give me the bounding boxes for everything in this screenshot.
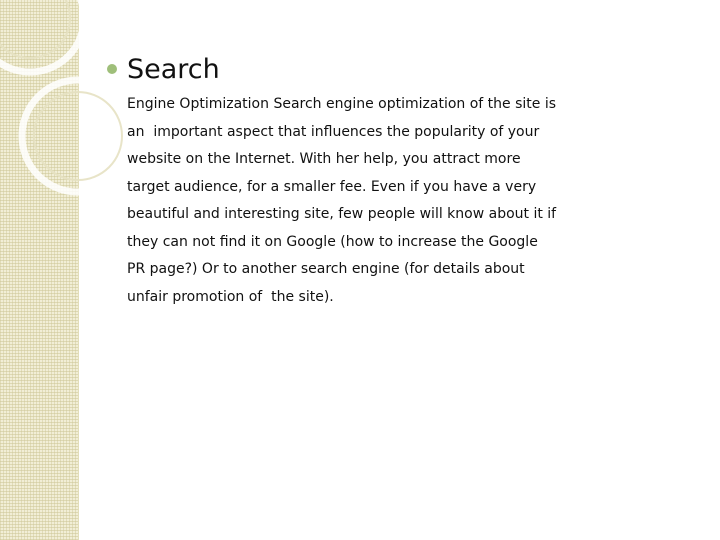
body-line: beautiful and interesting site, few people will know about it if: [127, 206, 557, 222]
bullet-heading: [107, 50, 587, 88]
slide-content: [127, 50, 587, 311]
body-line: website on the Internet. With her help, you attract more: [127, 151, 521, 167]
body-line: Engine Optimization Search engine optimization of the site is: [127, 96, 557, 112]
body-paragraph: [127, 91, 587, 311]
bullet-dot-icon: [107, 64, 117, 74]
body-line: an important aspect that influences the popularity of your: [127, 123, 540, 140]
body-line: unfair promotion of the site).: [127, 288, 334, 305]
decorative-circles-icon: [0, 0, 140, 220]
body-line: they can not find it on Google (how to increase the Google: [127, 233, 538, 250]
body-line: PR page?) Or to another search engine (for details about: [127, 261, 525, 277]
body-line: target audience, for a smaller fee. Even if you have a very: [127, 178, 537, 195]
bullet-title: Search: [127, 53, 220, 85]
